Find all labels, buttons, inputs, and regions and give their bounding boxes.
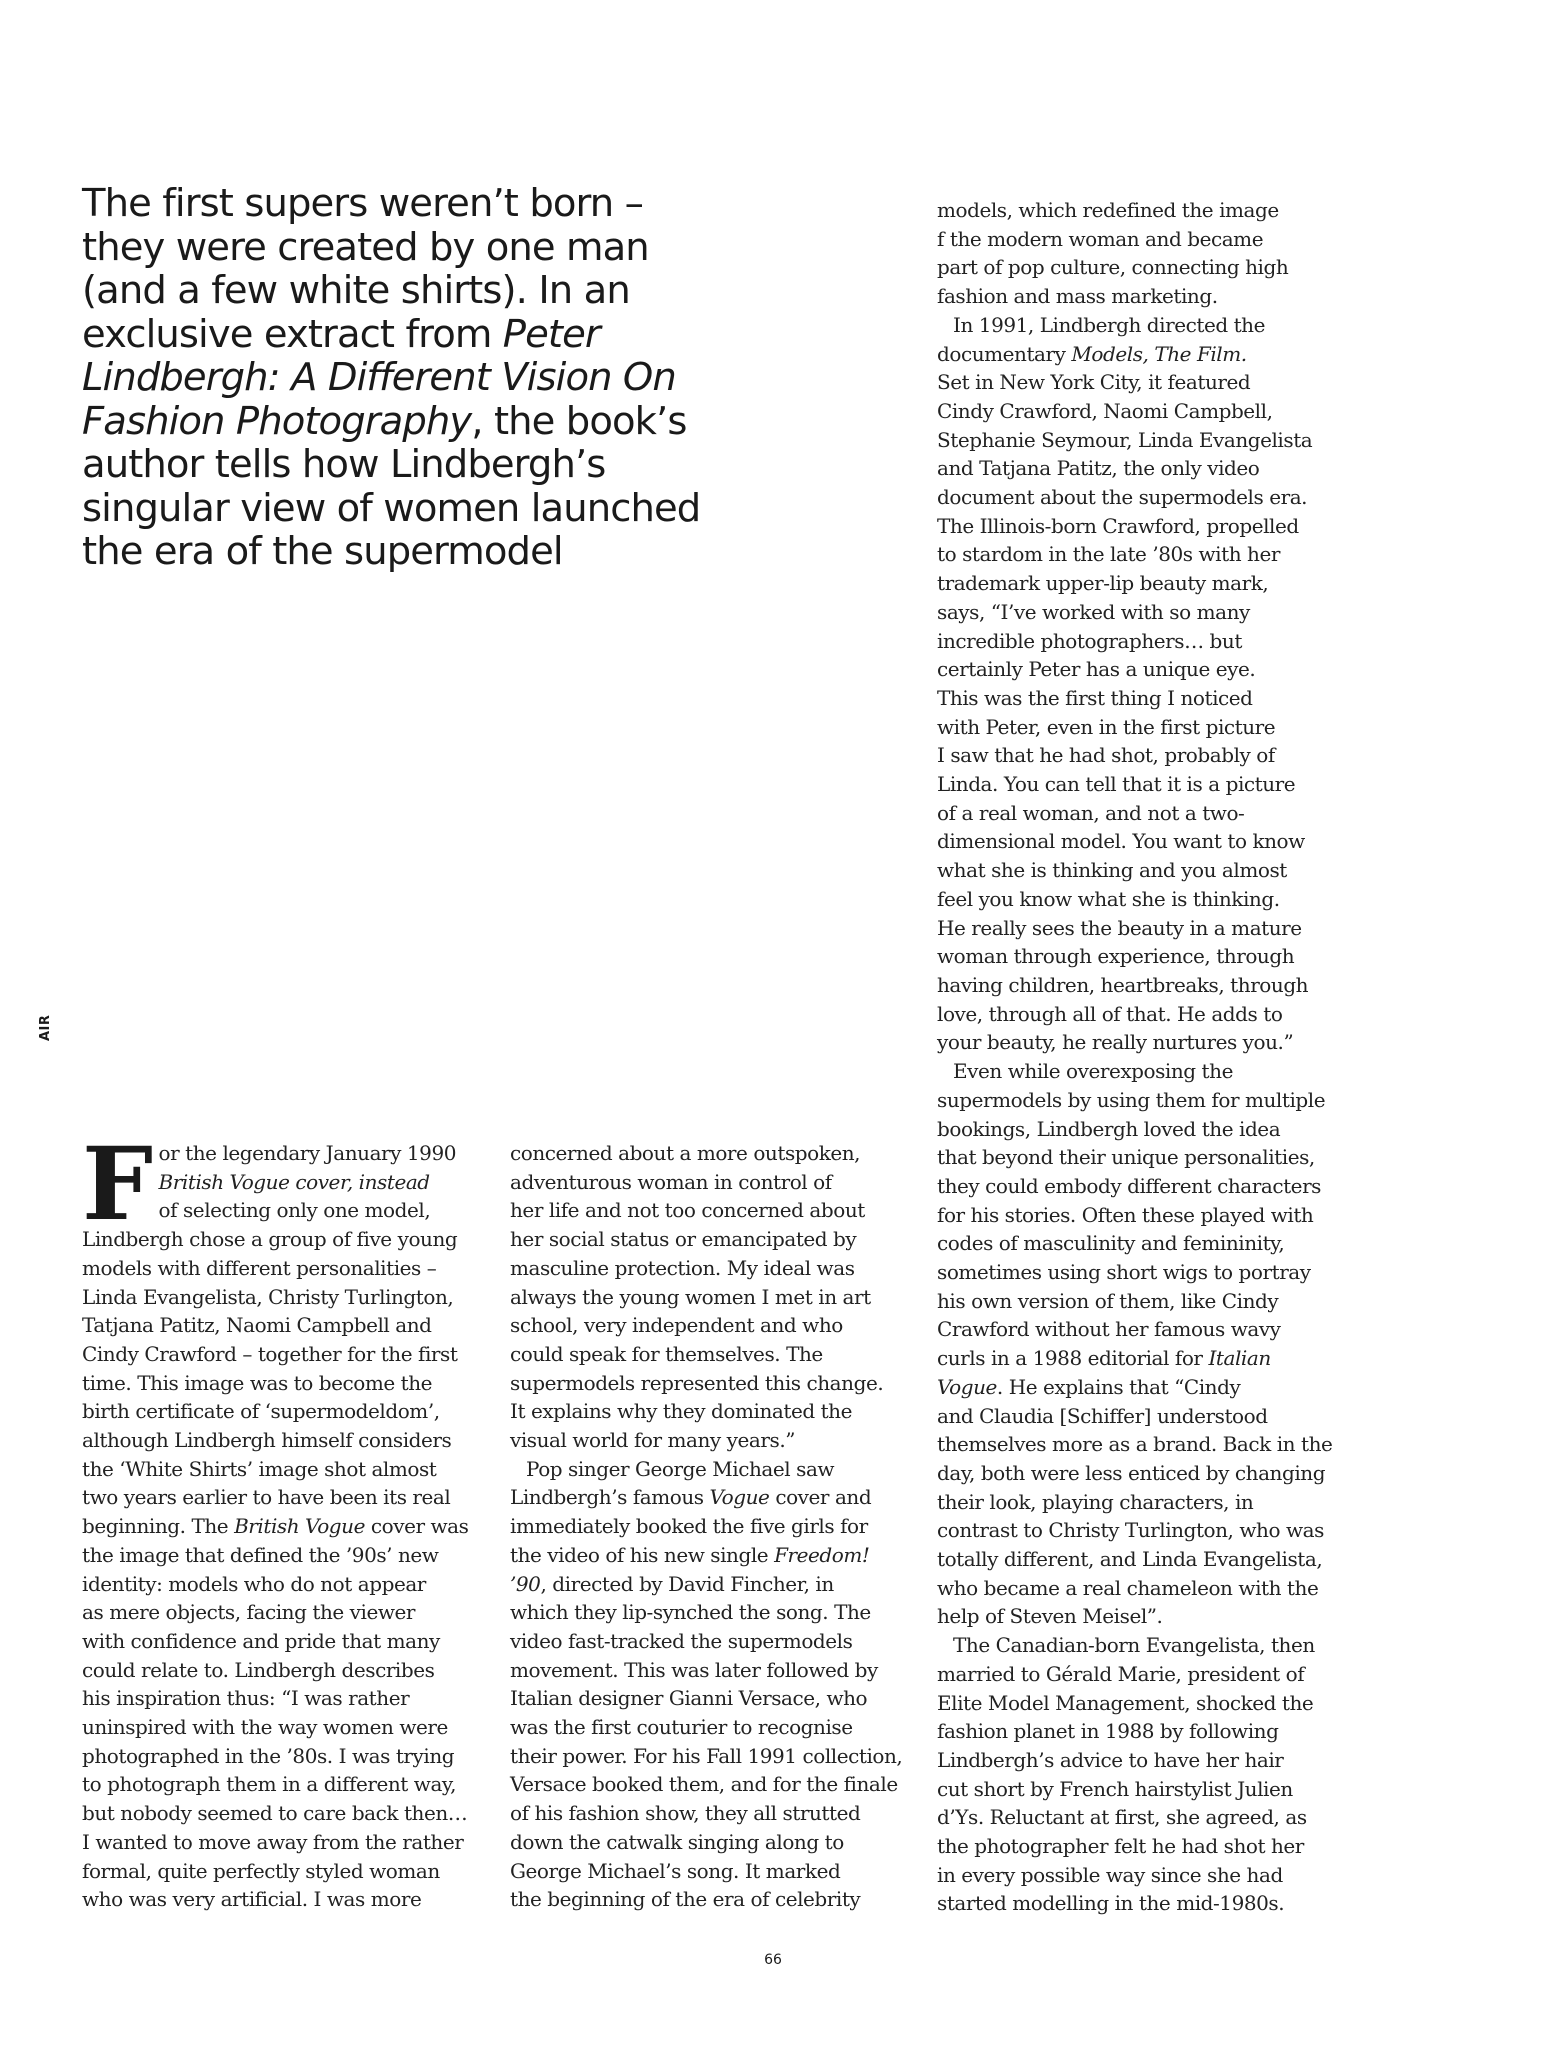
text-line: the ‘White Shirts’ image shot almost [82,1456,437,1481]
text-line: but nobody seemed to care back then… [82,1801,468,1826]
italic-text: Vogue [709,1485,770,1510]
text-line: which they lip-synched the song. The [510,1600,871,1625]
text-line: day, both were less enticed by changing [937,1460,1326,1485]
text-line: certainly Peter has a unique eye. [937,657,1256,682]
text-line: and Tatjana Patitz, the only video [937,456,1260,481]
text-line: themselves more as a brand. Back in the [937,1432,1333,1457]
text-line: married to Gérald Marie, president of [937,1661,1305,1686]
text-line: birth certificate of ‘supermodeldom’, [82,1399,440,1424]
text-line: to photograph them in a different way, [82,1772,457,1797]
text-line: of selecting only one model, [158,1198,431,1223]
text-line: The Canadian-born Evangelista, then [953,1633,1315,1658]
italic-text: British Vogue cover, instead [158,1169,430,1194]
text-line: ’90, directed by David Fincher, in [510,1571,834,1596]
text-line: with confidence and pride that many [82,1628,440,1653]
text-line: Cindy Crawford, Naomi Campbell, [937,398,1273,423]
section-label: AIR [38,1014,53,1041]
text-line: in every possible way since she had [937,1862,1283,1887]
body-column-3 [937,196,1392,1918]
text-line: I saw that he had shot, probably of [937,743,1275,768]
text-line: always the young women I met in art [510,1284,871,1309]
text-line: George Michael’s song. It marked [510,1858,841,1883]
text-line: totally different, and Linda Evangelista, [937,1547,1323,1572]
text-line: feel you know what she is thinking. [937,886,1280,911]
text-line: Lindbergh’s advice to have her hair [937,1747,1284,1772]
text-line: his inspiration thus: “I was rather [82,1686,410,1711]
text-line: supermodels by using them for multiple [937,1087,1326,1112]
text-line: incredible photographers… but [937,628,1242,653]
text-line: although Lindbergh himself considers [82,1428,452,1453]
text-line: formal, quite perfectly styled woman [82,1858,440,1883]
text-line: Tatjana Patitz, Naomi Campbell and [82,1313,432,1338]
text-line: masculine protection. My ideal was [510,1255,855,1280]
text-line: Linda. You can tell that it is a picture [937,772,1296,797]
text-line: of his fashion show, they all strutted [510,1801,861,1826]
text-line: Elite Model Management, shocked the [937,1690,1314,1715]
text-line: Versace booked them, and for the finale [510,1772,898,1797]
text-line: who was very artificial. I was more [82,1887,422,1912]
intro-part2: , the book’s author tells how Lindbergh’s singular view of women launched the era of the supermodel [82,398,701,574]
text-line: having children, heartbreaks, through [937,972,1309,997]
italic-text: Italian [1208,1346,1271,1371]
text-line: school, very independent and who [510,1313,843,1338]
text-line: with Peter, even in the first picture [937,714,1276,739]
text-line: Lindbergh chose a group of five young [82,1227,458,1252]
text-line: This was the first thing I noticed [937,685,1253,710]
text-line: sometimes using short wigs to portray [937,1260,1311,1285]
text-line: cut short by French hairstylist Julien [937,1776,1293,1801]
italic-text: ’90 [510,1571,541,1596]
text-line: bookings, Lindbergh loved the idea [937,1116,1281,1141]
text-line: woman through experience, through [937,944,1295,969]
text-line: models, which redefined the image [937,198,1279,222]
text-line: visual world for many years.” [510,1428,795,1453]
text-line: photographed in the ’80s. I was trying [82,1743,455,1768]
text-line: their power. For his Fall 1991 collection, [510,1743,903,1768]
text-line: could relate to. Lindbergh describes [82,1657,435,1682]
text-line: was the first couturier to recognise [510,1715,853,1740]
text-line: dimensional model. You want to know [937,829,1305,854]
text-line: curls in a 1988 editorial for Italian [937,1346,1271,1371]
text-line: your beauty, he really nurtures you.” [937,1030,1294,1055]
text-line: Vogue. He explains that “Cindy [937,1374,1241,1399]
italic-text: Models, The Film. [1071,341,1247,366]
text-line: documentary Models, The Film. [937,341,1247,366]
text-line: for his stories. Often these played with [937,1202,1314,1227]
text-line: love, through all of that. He adds to [937,1001,1283,1026]
text-line: Stephanie Seymour, Linda Evangelista [937,427,1313,452]
italic-text: British Vogue [234,1514,365,1539]
text-line: models with different personalities – [82,1255,437,1280]
text-line: part of pop culture, connecting high [937,255,1289,280]
text-line: adventurous woman in control of [510,1169,832,1194]
text-line: document about the supermodels era. [937,485,1308,510]
text-line: could speak for themselves. The [510,1341,823,1366]
text-line: their look, playing characters, in [937,1489,1254,1514]
page-number: 66 [764,1952,782,1968]
text-line: and Claudia [Schiffer] understood [937,1403,1268,1428]
drop-cap: F [82,1125,153,1243]
text-line: two years earlier to have been its real [82,1485,451,1510]
text-line: Set in New York City, it featured [937,370,1251,395]
text-line: d’Ys. Reluctant at first, she agreed, as [937,1805,1307,1830]
text-line: his own version of them, like Cindy [937,1288,1279,1313]
text-line: beginning. The British Vogue cover was [82,1514,469,1539]
text-line: Linda Evangelista, Christy Turlington, [82,1284,454,1309]
text-line: concerned about a more outspoken, [510,1141,861,1165]
text-line: It explains why they dominated the [510,1399,852,1424]
text-line: supermodels represented this change. [510,1370,884,1395]
intro-part1: The first supers weren’t born – they were created by one man (and a few white shirts). In an exclusive extract from [82,181,649,357]
text-line: video fast-tracked the supermodels [510,1628,853,1653]
text-line: that beyond their unique personalities, [937,1145,1315,1170]
text-line: down the catwalk singing along to [510,1829,844,1854]
text-line: as mere objects, facing the viewer [82,1600,416,1625]
text-line: who became a real chameleon with the [937,1575,1319,1600]
text-line: her life and not too concerned about [510,1198,865,1223]
italic-text: Vogue [937,1374,997,1399]
text-line: her social status or emancipated by [510,1227,857,1252]
text-line: trademark upper-lip beauty mark, [937,571,1269,596]
text-line: f the modern woman and became [937,226,1264,251]
text-line: contrast to Christy Turlington, who was [937,1518,1324,1543]
text-line: Italian designer Gianni Versace, who [510,1686,868,1711]
text-line: identity: models who do not appear [82,1571,426,1596]
italic-text: Freedom! [774,1542,870,1567]
text-line: the photographer felt he had shot her [937,1834,1304,1859]
intro-standfirst [82,182,722,574]
text-line: they could embody different characters [937,1173,1321,1198]
body-column-1 [82,1125,537,1914]
text-line: immediately booked the five girls for [510,1514,868,1539]
text-line: codes of masculinity and femininity, [937,1231,1285,1256]
text-line: Lindbergh’s famous Vogue cover and [510,1485,872,1510]
intro-book-title: Peter Lindbergh: A Different Vision On Fashion Photography [82,311,676,444]
text-line: In 1991, Lindbergh directed the [953,312,1265,337]
text-line: the beginning of the era of celebrity [510,1887,861,1912]
text-line: or the legendary January 1990 [158,1141,457,1165]
text-line: Pop singer George Michael saw [526,1456,835,1481]
text-line: uninspired with the way women were [82,1715,448,1740]
text-line: help of Steven Meisel”. [937,1604,1163,1629]
text-line: what she is thinking and you almost [937,858,1287,883]
text-line: the image that defined the ’90s’ new [82,1542,439,1567]
text-line: He really sees the beauty in a mature [937,915,1302,940]
text-line: says, “I’ve worked with so many [937,599,1250,624]
text-line: Even while overexposing the [953,1059,1233,1084]
text-line: of a real woman, and not a two- [937,800,1245,825]
text-line: the video of his new single Freedom! [510,1542,870,1567]
text-line: Cindy Crawford – together for the first [82,1341,458,1366]
text-line: fashion planet in 1988 by following [937,1719,1279,1744]
text-line: to stardom in the late ’80s with her [937,542,1280,567]
text-line: started modelling in the mid-1980s. [937,1891,1285,1916]
text-line: fashion and mass marketing. [937,284,1218,309]
text-line: Crawford without her famous wavy [937,1317,1281,1342]
text-line: I wanted to move away from the rather [82,1829,464,1854]
text-line: time. This image was to become the [82,1370,433,1395]
text-line: movement. This was later followed by [510,1657,878,1682]
text-line: The Illinois-born Crawford, propelled [937,513,1299,538]
body-column-2 [510,1139,965,1914]
